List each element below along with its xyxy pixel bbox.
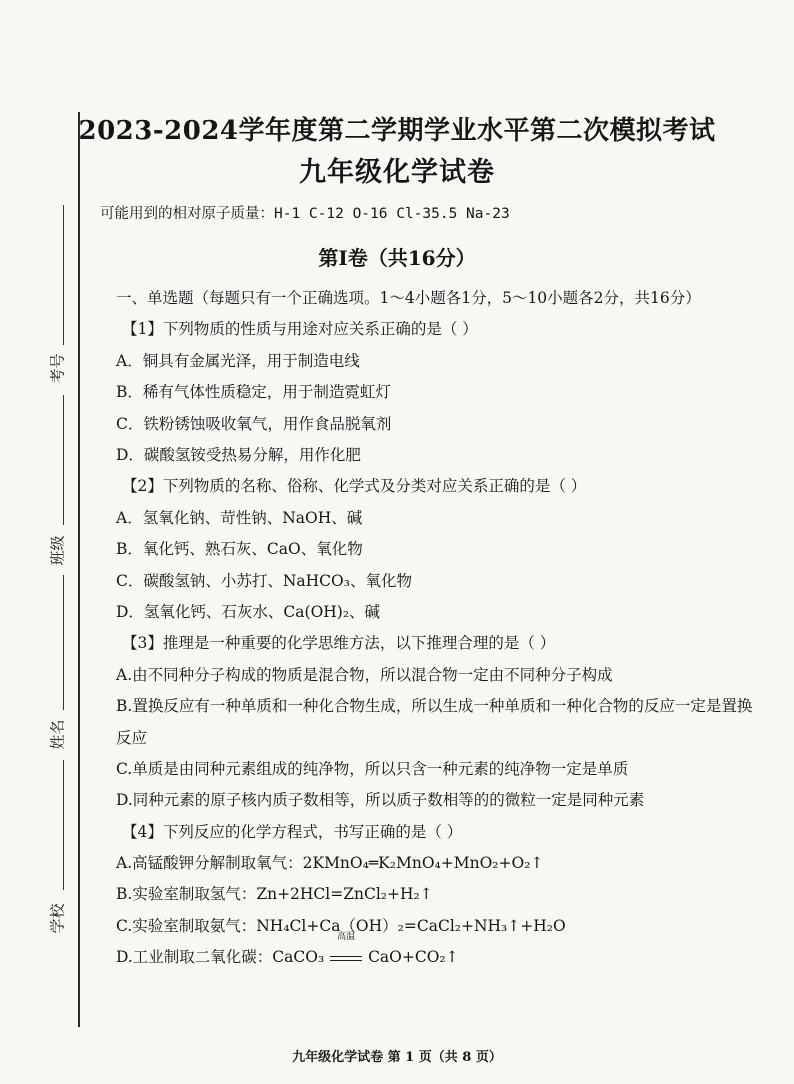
reaction-condition-sign	[329, 932, 363, 973]
question-2-option-d: D．氢氧化钙、石灰水、Ca(OH)₂、碱	[116, 602, 381, 621]
atomic-mass-note: 可能用到的相对原子质量：H-1 C-12 O-16 Cl-35.5 Na-23	[100, 206, 510, 222]
side-blank-line-exam-no	[63, 205, 64, 345]
question-1-option-c: C．铁粉锈蚀吸收氧气，用作食品脱氧剂	[116, 414, 392, 433]
question-4-stem: 【4】下列反应的化学方程式，书写正确的是（ ）	[122, 822, 463, 841]
question-3-option-c: C.单质是由同种元素组成的纯净物，所以只含一种元素的纯净物一定是单质	[116, 759, 629, 778]
question-1-option-d: D．碳酸氢铵受热易分解，用作化肥	[116, 445, 361, 464]
side-label-exam-no: 考号	[48, 353, 67, 384]
question-4-option-d-suffix: CaO+CO₂↑	[368, 948, 459, 967]
question-2-stem: 【2】下列物质的名称、俗称、化学式及分类对应关系正确的是（ ）	[122, 477, 587, 496]
question-3-option-a: A.由不同种分子构成的物质是混合物，所以混合物一定由不同种分子构成	[116, 665, 613, 684]
side-blank-line-class	[63, 395, 64, 525]
question-content	[116, 283, 760, 974]
question-2-option-a: A．氢氧化钠、苛性钠、NaOH、碱	[116, 508, 363, 527]
side-label-name: 姓名	[48, 719, 67, 750]
question-4-option-a: A.高锰酸钾分解制取氧气：2KMnO₄═K₂MnO₄+MnO₂+O₂↑	[116, 854, 544, 873]
exam-subtitle: 九年级化学试卷	[299, 157, 495, 188]
section-heading: 一、单选题（每题只有一个正确选项。1～4小题各1分，5～10小题各2分，共16分）	[116, 289, 701, 307]
question-1-option-b: B．稀有气体性质稳定，用于制造霓虹灯	[116, 383, 391, 402]
side-label-school: 学校	[48, 903, 67, 934]
question-2-option-b: B．氧化钙、熟石灰、CaO、氧化物	[116, 540, 363, 559]
question-4-option-d	[116, 932, 760, 973]
volume-heading: 第Ⅰ卷（共16分）	[318, 246, 476, 270]
reaction-condition-label: 高温	[337, 932, 356, 943]
side-blank-line-name	[63, 575, 64, 710]
question-4-option-c: C.实验室制取氨气：NH₄Cl+Ca（OH）₂=CaCl₂+NH₃↑+H₂O	[116, 916, 566, 935]
question-1-stem: 【1】下列物质的性质与用途对应关系正确的是（ ）	[122, 320, 478, 339]
equals-bars	[330, 956, 362, 961]
question-3-option-b: B.置换反应有一种单质和一种化合物生成，所以生成一种单质和一种化合物的反应一定是置换反应	[116, 697, 753, 747]
side-blank-line-school	[63, 760, 64, 890]
question-3-stem: 【3】推理是一种重要的化学思维方法，以下推理合理的是（ ）	[122, 634, 556, 653]
question-1-option-a: A．铜具有金属光泽，用于制造电线	[116, 351, 360, 370]
question-4-option-b: B.实验室制取氢气：Zn+2HCl=ZnCl₂+H₂↑	[116, 885, 433, 904]
question-3-option-d: D.同种元素的原子核内质子数相等，所以质子数相等的的微粒一定是同种元素	[116, 791, 645, 810]
exam-title: 2023-2024学年度第二学期学业水平第二次模拟考试	[78, 116, 716, 146]
question-4-option-d-prefix: D.工业制取二氧化碳：CaCO₃	[116, 948, 325, 967]
side-label-class: 班级	[48, 535, 67, 566]
question-2-option-c: C．碳酸氢钠、小苏打、NaHCO₃、氧化物	[116, 571, 412, 590]
page-footer: 九年级化学试卷 第 1 页（共 8 页）	[292, 1050, 502, 1065]
